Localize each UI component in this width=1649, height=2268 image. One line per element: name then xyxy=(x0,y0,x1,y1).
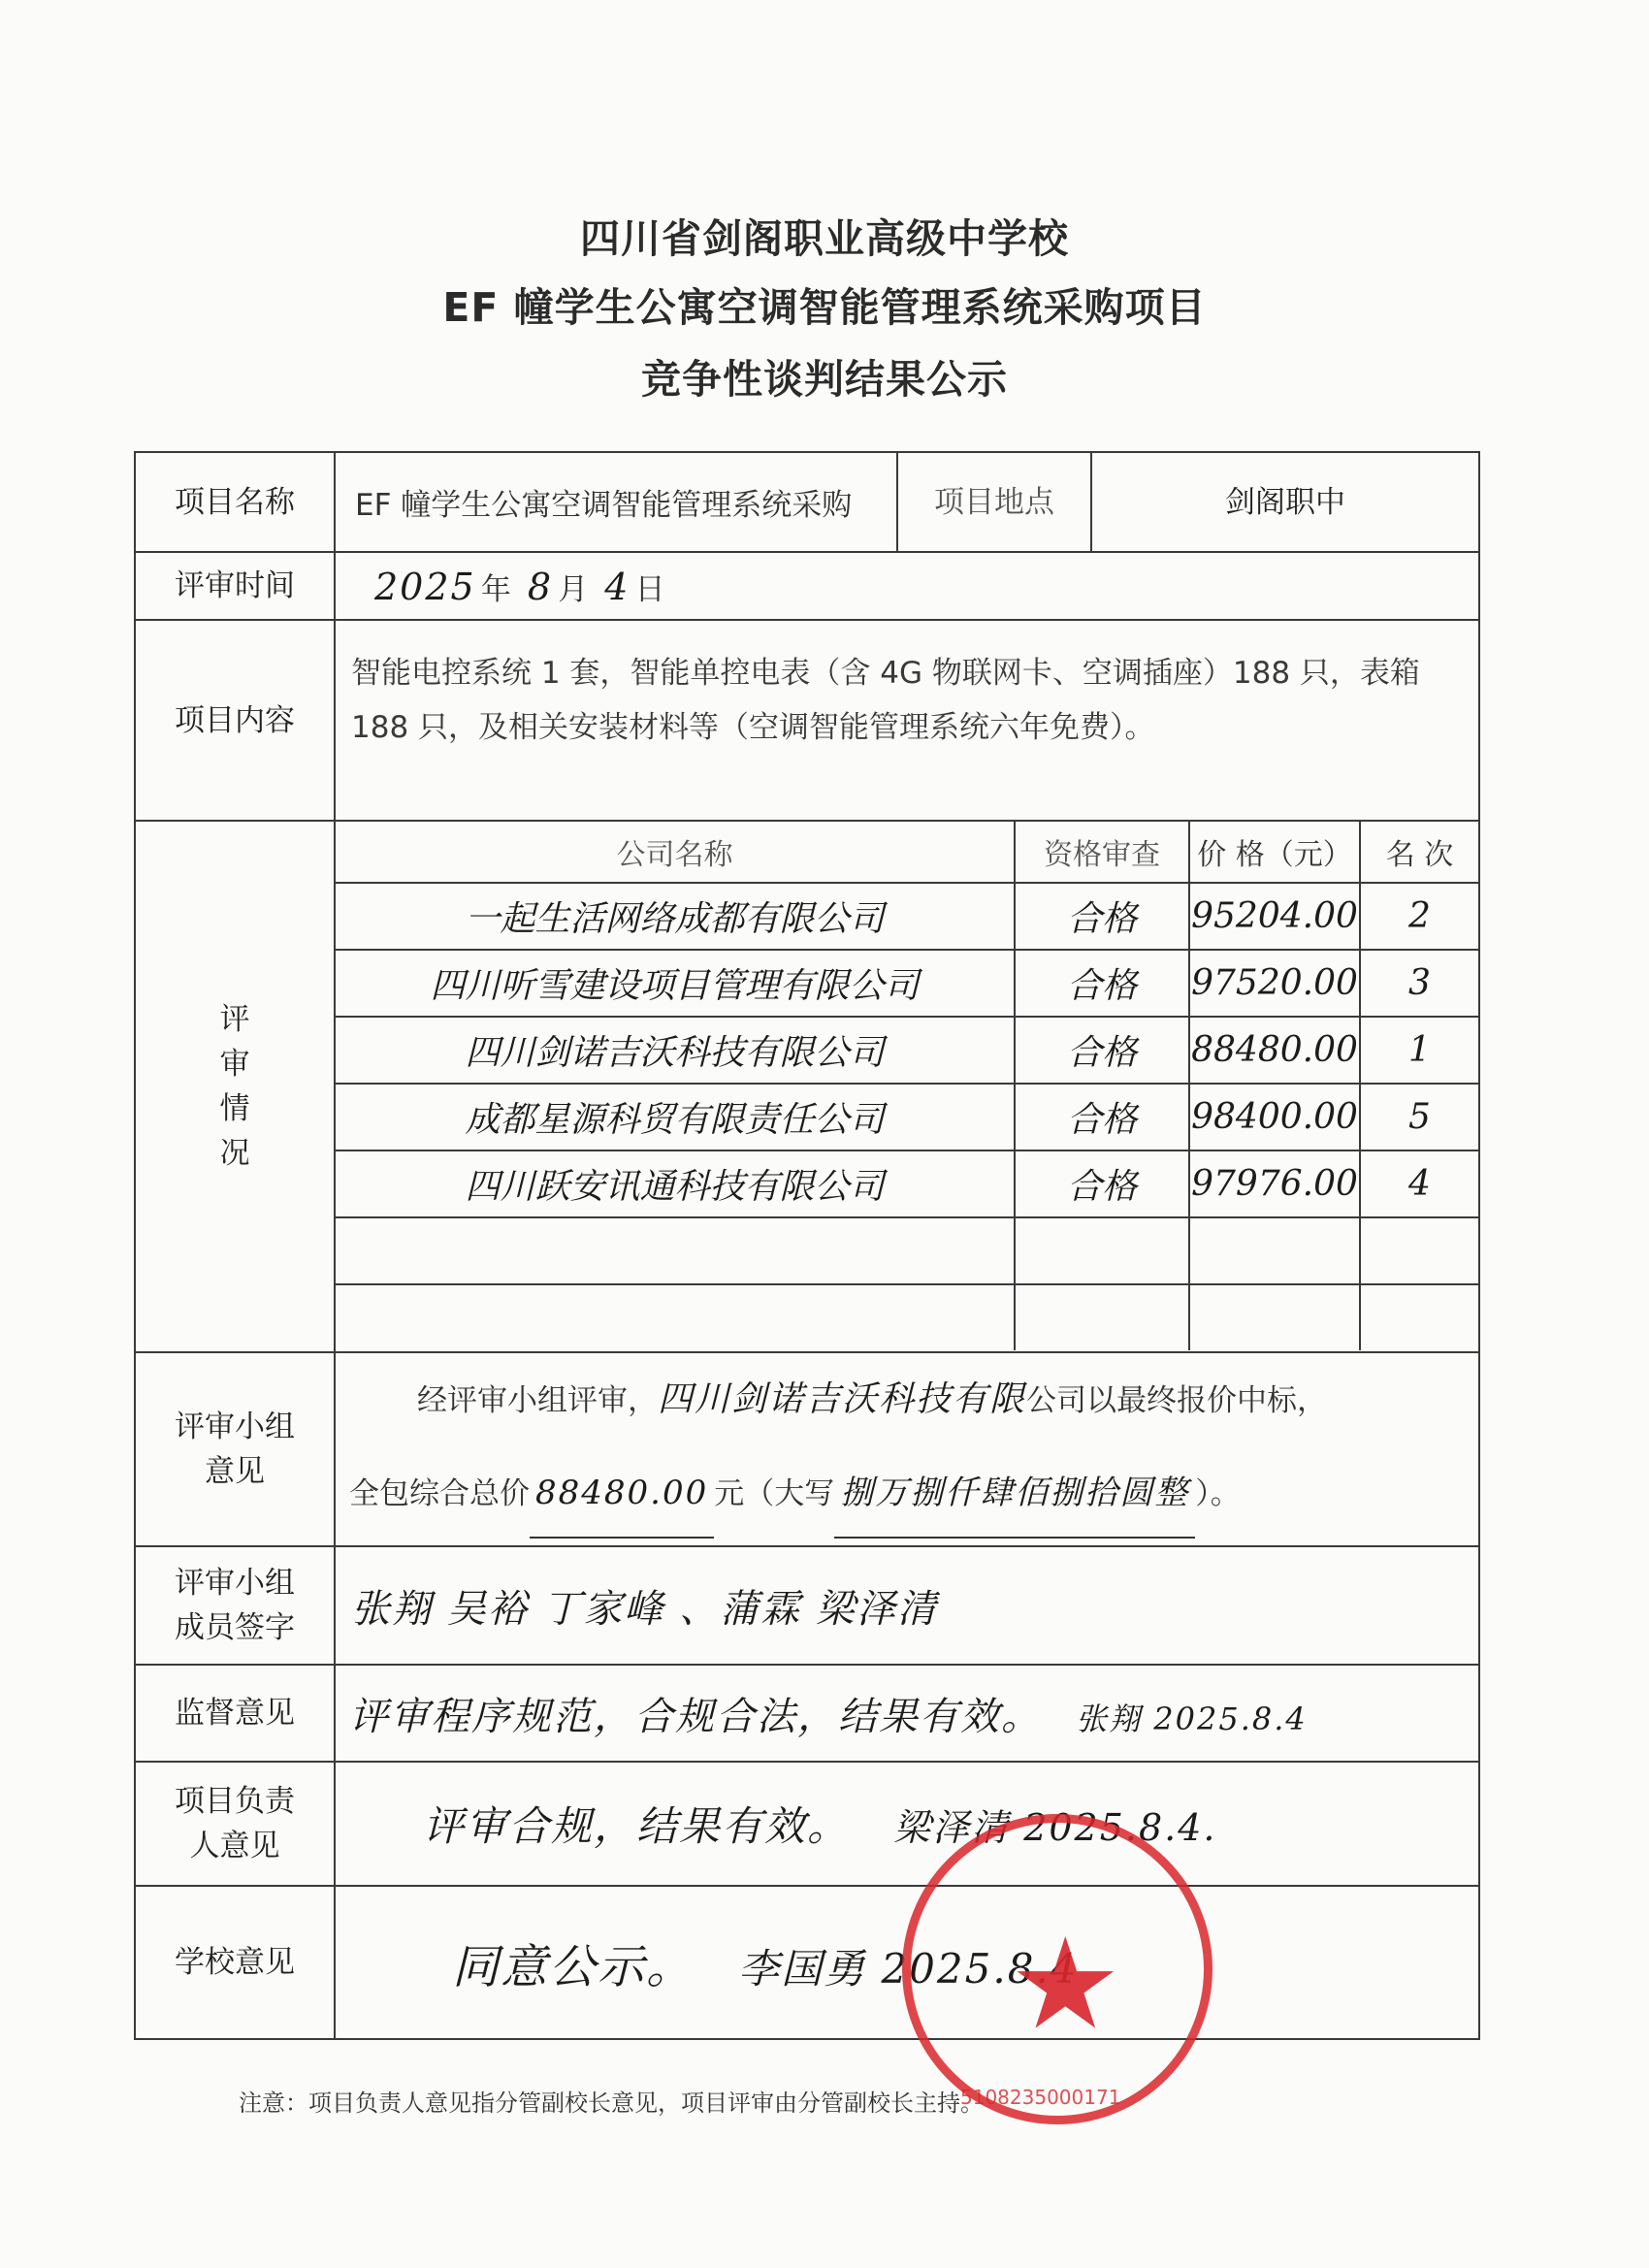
seal-code: 5108235000171 xyxy=(960,2086,1121,2109)
document-title-project: EF 幢学生公寓空调智能管理系统采购项目 xyxy=(442,284,1207,331)
day-unit: 日 xyxy=(634,571,665,607)
opinion-label: 评审小组意见 xyxy=(135,1352,335,1546)
bid-price: 95204.00 xyxy=(1189,883,1360,950)
content-value: 智能电控系统 1 套，智能单控电表（含 4G 物联网卡、空调插座）188 只，表箱 188 只，及相关安装材料等（空调智能管理系统六年免费）。 xyxy=(335,620,1479,821)
bid-price: 88480.00 xyxy=(1189,1017,1360,1084)
row-review-status xyxy=(135,821,1479,1352)
bid-row xyxy=(336,1084,1478,1150)
review-status-label: 评审情况 xyxy=(135,821,335,1352)
leader-opinion: 评审合规，结果有效。 xyxy=(423,1802,851,1850)
bid-company: 一起生活网络成都有限公司 xyxy=(336,883,1015,950)
bid-rank: 2 xyxy=(1360,883,1478,950)
row-supervision xyxy=(135,1665,1479,1762)
bids-header-price: 价 格（元） xyxy=(1189,822,1360,883)
project-location-label: 项目地点 xyxy=(897,452,1091,552)
leader-value xyxy=(335,1762,1479,1886)
row-project-content xyxy=(135,620,1479,821)
bid-qualification: 合格 xyxy=(1015,1150,1189,1217)
row-review-opinion xyxy=(135,1352,1479,1546)
bid-row-empty xyxy=(336,1284,1478,1350)
bid-price: 98400.00 xyxy=(1189,1084,1360,1150)
school-opinion: 同意公示。 xyxy=(452,1939,695,1994)
content-label: 项目内容 xyxy=(135,620,335,821)
bid-rank: 1 xyxy=(1360,1017,1478,1084)
review-time-label: 评审时间 xyxy=(135,552,335,620)
project-name-label: 项目名称 xyxy=(135,452,335,552)
bid-qualification: 合格 xyxy=(1015,950,1189,1017)
opinion-line-1 xyxy=(349,1356,1465,1449)
bids-header-qualification: 资格审查 xyxy=(1015,822,1189,883)
row-review-time xyxy=(135,552,1479,620)
supervision-opinion: 评审程序规范，合规合法，结果有效。 xyxy=(349,1694,1042,1739)
supervision-signature: 张翔 2025.8.4 xyxy=(1076,1700,1308,1737)
opinion-total-unit: 元（大写 xyxy=(714,1476,835,1511)
bids-table xyxy=(336,822,1478,1350)
opinion-value xyxy=(335,1352,1479,1546)
opinion-total-end: ）。 xyxy=(1195,1476,1241,1511)
members-signatures: 张翔 吴裕 丁家峰 、蒲霖 梁泽清 xyxy=(335,1546,1479,1665)
bid-price: 97520.00 xyxy=(1189,950,1360,1017)
bid-price: 97976.00 xyxy=(1189,1150,1360,1217)
opinion-line-2 xyxy=(349,1449,1465,1542)
school-label: 学校意见 xyxy=(135,1886,335,2039)
opinion-total-value: 88480.00 xyxy=(530,1449,714,1539)
bid-row xyxy=(336,1150,1478,1217)
document-title-notice: 竞争性谈判结果公示 xyxy=(641,356,1008,403)
row-leader xyxy=(135,1762,1479,1886)
bids-header-rank: 名 次 xyxy=(1360,822,1478,883)
review-year: 2025 xyxy=(374,565,476,608)
bid-row xyxy=(336,1017,1478,1084)
supervision-label: 监督意见 xyxy=(135,1665,335,1762)
bid-qualification: 合格 xyxy=(1015,1084,1189,1150)
bid-qualification: 合格 xyxy=(1015,883,1189,950)
leader-signature: 梁泽清 2025.8.4. xyxy=(893,1806,1217,1849)
review-day: 4 xyxy=(604,565,630,608)
project-name-value: EF 幢学生公寓空调智能管理系统采购 xyxy=(335,452,897,552)
opinion-prefix: 经评审小组评审， xyxy=(417,1383,658,1418)
footer-note: 注意：项目负责人意见指分管副校长意见，项目评审由分管副校长主持。 xyxy=(239,2090,984,2117)
project-location-value: 剑阁职中 xyxy=(1091,452,1479,552)
bid-row xyxy=(336,883,1478,950)
opinion-total-prefix: 全包综合总价 xyxy=(349,1476,530,1511)
review-time-value xyxy=(335,552,1479,620)
bid-qualification: 合格 xyxy=(1015,1017,1189,1084)
supervision-value xyxy=(335,1665,1479,1762)
opinion-winner: 四川剑诺吉沃科技有限 xyxy=(658,1379,1027,1419)
document-title-school: 四川省剑阁职业高级中学校 xyxy=(580,215,1069,262)
school-signature: 李国勇 2025.8.4 xyxy=(738,1944,1079,1993)
results-form-table xyxy=(134,451,1480,2040)
bid-company: 成都星源科贸有限责任公司 xyxy=(336,1084,1015,1150)
bid-company: 四川剑诺吉沃科技有限公司 xyxy=(336,1017,1015,1084)
bid-rank: 5 xyxy=(1360,1084,1478,1150)
row-project-name xyxy=(135,452,1479,552)
bid-row-empty xyxy=(336,1217,1478,1284)
row-school xyxy=(135,1886,1479,2039)
review-month: 8 xyxy=(527,565,554,608)
bids-cell xyxy=(335,821,1479,1352)
opinion-suffix: 公司以最终报价中标， xyxy=(1026,1383,1328,1418)
seal-star-icon: ★ xyxy=(1009,1910,1122,2057)
leader-label: 项目负责人意见 xyxy=(135,1762,335,1886)
month-unit: 月 xyxy=(558,571,589,607)
year-unit: 年 xyxy=(480,571,511,607)
row-members xyxy=(135,1546,1479,1665)
bids-header-row xyxy=(336,822,1478,883)
bid-row xyxy=(336,950,1478,1017)
bid-company: 四川听雪建设项目管理有限公司 xyxy=(336,950,1015,1017)
members-label: 评审小组成员签字 xyxy=(135,1546,335,1665)
bid-rank: 3 xyxy=(1360,950,1478,1017)
bids-header-company: 公司名称 xyxy=(336,822,1015,883)
bid-rank: 4 xyxy=(1360,1150,1478,1217)
bid-company: 四川跃安讯通科技有限公司 xyxy=(336,1150,1015,1217)
opinion-total-upper: 捌万捌仟肆佰捌拾圆整 xyxy=(834,1449,1195,1539)
